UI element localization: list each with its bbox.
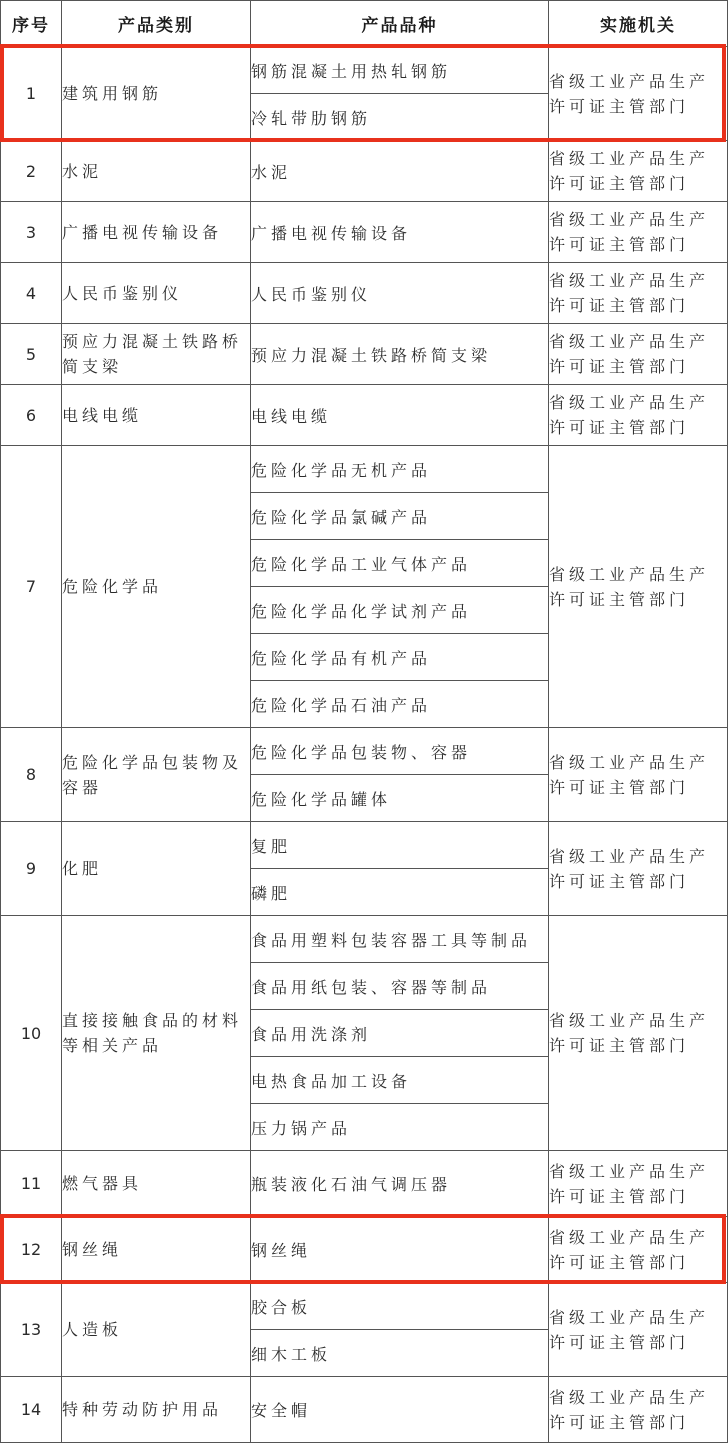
cell-serial-no: 11 — [1, 1151, 62, 1217]
cell-product-variety: 压力锅产品 — [251, 1104, 549, 1151]
cell-serial-no: 1 — [1, 47, 62, 141]
cell-product-variety: 电热食品加工设备 — [251, 1057, 549, 1104]
cell-product-category: 建筑用钢筋 — [62, 47, 251, 141]
cell-product-variety: 危险化学品包装物、容器 — [251, 728, 549, 775]
header-product-category: 产品类别 — [62, 1, 251, 47]
table-row — [1, 1377, 728, 1443]
cell-product-variety: 危险化学品工业气体产品 — [251, 540, 549, 587]
cell-product-variety: 人民币鉴别仪 — [251, 263, 549, 324]
cell-product-variety: 安全帽 — [251, 1377, 549, 1443]
cell-implementing-agency: 省级工业产品生产许可证主管部门 — [549, 916, 728, 1151]
cell-product-category: 钢丝绳 — [62, 1217, 251, 1283]
cell-serial-no: 10 — [1, 916, 62, 1151]
cell-product-variety: 危险化学品化学试剂产品 — [251, 587, 549, 634]
cell-product-category: 广播电视传输设备 — [62, 202, 251, 263]
cell-serial-no: 12 — [1, 1217, 62, 1283]
cell-serial-no: 7 — [1, 446, 62, 728]
cell-product-variety: 钢筋混凝土用热轧钢筋 — [251, 47, 549, 94]
cell-product-category: 危险化学品 — [62, 446, 251, 728]
cell-serial-no: 13 — [1, 1283, 62, 1377]
cell-serial-no: 6 — [1, 385, 62, 446]
cell-product-variety: 食品用纸包装、容器等制品 — [251, 963, 549, 1010]
cell-product-category: 水泥 — [62, 141, 251, 202]
cell-serial-no: 2 — [1, 141, 62, 202]
cell-serial-no: 8 — [1, 728, 62, 822]
cell-implementing-agency: 省级工业产品生产许可证主管部门 — [549, 202, 728, 263]
cell-implementing-agency: 省级工业产品生产许可证主管部门 — [549, 263, 728, 324]
cell-implementing-agency: 省级工业产品生产许可证主管部门 — [549, 141, 728, 202]
cell-implementing-agency: 省级工业产品生产许可证主管部门 — [549, 1151, 728, 1217]
cell-implementing-agency: 省级工业产品生产许可证主管部门 — [549, 728, 728, 822]
table-row — [1, 1151, 728, 1217]
table-row — [1, 263, 728, 324]
cell-product-variety: 危险化学品无机产品 — [251, 446, 549, 493]
cell-implementing-agency: 省级工业产品生产许可证主管部门 — [549, 1283, 728, 1377]
cell-product-variety: 预应力混凝土铁路桥简支梁 — [251, 324, 549, 385]
cell-implementing-agency: 省级工业产品生产许可证主管部门 — [549, 1217, 728, 1283]
table-row — [1, 47, 728, 94]
cell-product-category: 人民币鉴别仪 — [62, 263, 251, 324]
table-row — [1, 141, 728, 202]
cell-product-variety: 食品用塑料包装容器工具等制品 — [251, 916, 549, 963]
cell-implementing-agency: 省级工业产品生产许可证主管部门 — [549, 1377, 728, 1443]
table-body — [1, 47, 728, 1443]
cell-product-variety: 电线电缆 — [251, 385, 549, 446]
table-row — [1, 728, 728, 775]
table-row — [1, 822, 728, 869]
cell-implementing-agency: 省级工业产品生产许可证主管部门 — [549, 324, 728, 385]
cell-implementing-agency: 省级工业产品生产许可证主管部门 — [549, 822, 728, 916]
table-row — [1, 916, 728, 963]
cell-product-category: 特种劳动防护用品 — [62, 1377, 251, 1443]
cell-product-category: 人造板 — [62, 1283, 251, 1377]
cell-product-variety: 危险化学品罐体 — [251, 775, 549, 822]
header-implementing-agency: 实施机关 — [549, 1, 728, 47]
cell-product-category: 直接接触食品的材料等相关产品 — [62, 916, 251, 1151]
cell-product-variety: 水泥 — [251, 141, 549, 202]
cell-product-variety: 危险化学品氯碱产品 — [251, 493, 549, 540]
cell-product-variety: 钢丝绳 — [251, 1217, 549, 1283]
header-product-variety: 产品品种 — [251, 1, 549, 47]
cell-serial-no: 3 — [1, 202, 62, 263]
cell-product-category: 电线电缆 — [62, 385, 251, 446]
cell-product-variety: 胶合板 — [251, 1283, 549, 1330]
table-row — [1, 1283, 728, 1330]
cell-product-category: 危险化学品包装物及容器 — [62, 728, 251, 822]
cell-product-category: 燃气器具 — [62, 1151, 251, 1217]
cell-product-variety: 细木工板 — [251, 1330, 549, 1377]
cell-serial-no: 5 — [1, 324, 62, 385]
cell-product-variety: 瓶装液化石油气调压器 — [251, 1151, 549, 1217]
table-row — [1, 1217, 728, 1283]
table-row — [1, 385, 728, 446]
cell-serial-no: 14 — [1, 1377, 62, 1443]
cell-implementing-agency: 省级工业产品生产许可证主管部门 — [549, 47, 728, 141]
cell-implementing-agency: 省级工业产品生产许可证主管部门 — [549, 446, 728, 728]
table-header-row — [1, 1, 728, 47]
table-row — [1, 324, 728, 385]
cell-product-category: 预应力混凝土铁路桥简支梁 — [62, 324, 251, 385]
header-serial-no: 序号 — [1, 1, 62, 47]
cell-product-variety: 危险化学品有机产品 — [251, 634, 549, 681]
cell-product-variety: 食品用洗涤剂 — [251, 1010, 549, 1057]
cell-product-category: 化肥 — [62, 822, 251, 916]
cell-product-variety: 广播电视传输设备 — [251, 202, 549, 263]
cell-implementing-agency: 省级工业产品生产许可证主管部门 — [549, 385, 728, 446]
cell-product-variety: 复肥 — [251, 822, 549, 869]
cell-product-variety: 磷肥 — [251, 869, 549, 916]
cell-serial-no: 4 — [1, 263, 62, 324]
table-row — [1, 202, 728, 263]
cell-serial-no: 9 — [1, 822, 62, 916]
cell-product-variety: 危险化学品石油产品 — [251, 681, 549, 728]
cell-product-variety: 冷轧带肋钢筋 — [251, 94, 549, 141]
table-row — [1, 446, 728, 493]
